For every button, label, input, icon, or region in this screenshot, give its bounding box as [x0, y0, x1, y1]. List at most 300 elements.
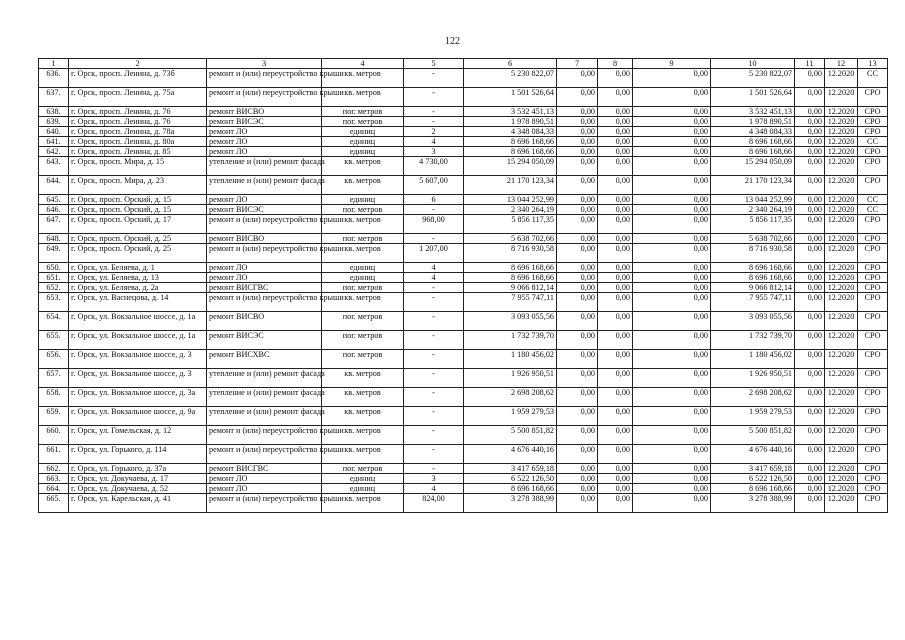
- owners-funds-cell: 8 696 168,66: [711, 263, 795, 273]
- other-funds-cell: 0,00: [795, 147, 825, 157]
- budget-cell: 0,00: [598, 88, 633, 107]
- address-cell: г. Орск, просп. Орский, д. 17: [69, 215, 207, 234]
- table-row: [39, 147, 888, 157]
- budget-cell: 0,00: [598, 273, 633, 283]
- address-cell: г. Орск, просп. Ленина, д. 76: [69, 117, 207, 127]
- fund-cell: 0,00: [557, 283, 598, 293]
- fund-cell: 0,00: [557, 127, 598, 137]
- row-number: 641.: [39, 137, 69, 147]
- quantity-cell: -: [404, 369, 464, 388]
- fund-cell: 0,00: [557, 494, 598, 513]
- total-cost-cell: 5 638 702,66: [464, 234, 557, 244]
- row-number: 636.: [39, 69, 69, 88]
- other-funds-cell: 0,00: [795, 407, 825, 426]
- deadline-cell: 12.2020: [825, 117, 858, 127]
- local-budget-cell: 0,00: [633, 234, 711, 244]
- table-row: [39, 117, 888, 127]
- work-type-cell: ремонт и (или) переустройство крыши: [207, 88, 322, 107]
- fund-cell: 0,00: [557, 426, 598, 445]
- table-row: [39, 312, 888, 331]
- page-number: 122: [445, 36, 460, 47]
- fund-cell: 0,00: [557, 388, 598, 407]
- row-number: 639.: [39, 117, 69, 127]
- quantity-cell: 824,00: [404, 494, 464, 513]
- row-number: 643.: [39, 157, 69, 176]
- owners-funds-cell: 1 501 526,64: [711, 88, 795, 107]
- method-cell: СРО: [858, 283, 888, 293]
- other-funds-cell: 0,00: [795, 426, 825, 445]
- deadline-cell: 12.2020: [825, 484, 858, 494]
- method-cell: СРО: [858, 350, 888, 369]
- row-number: 664.: [39, 484, 69, 494]
- work-type-cell: ремонт ЛО: [207, 127, 322, 137]
- total-cost-cell: 1 180 456,02: [464, 350, 557, 369]
- fund-cell: 0,00: [557, 137, 598, 147]
- deadline-cell: 12.2020: [825, 331, 858, 350]
- owners-funds-cell: 3 417 659,18: [711, 464, 795, 474]
- deadline-cell: 12.2020: [825, 494, 858, 513]
- fund-cell: 0,00: [557, 464, 598, 474]
- deadline-cell: 12.2020: [825, 263, 858, 273]
- table-row: [39, 69, 888, 88]
- fund-cell: 0,00: [557, 234, 598, 244]
- unit-cell: кв. метров: [322, 215, 404, 234]
- work-type-cell: ремонт ВИСЭС: [207, 205, 322, 215]
- deadline-cell: 12.2020: [825, 445, 858, 464]
- budget-cell: 0,00: [598, 494, 633, 513]
- method-cell: СРО: [858, 127, 888, 137]
- row-number: 660.: [39, 426, 69, 445]
- unit-cell: единиц: [322, 484, 404, 494]
- unit-cell: пог. метров: [322, 234, 404, 244]
- fund-cell: 0,00: [557, 273, 598, 283]
- other-funds-cell: 0,00: [795, 283, 825, 293]
- local-budget-cell: 0,00: [633, 283, 711, 293]
- local-budget-cell: 0,00: [633, 464, 711, 474]
- unit-cell: пог. метров: [322, 205, 404, 215]
- method-cell: СС: [858, 195, 888, 205]
- work-type-cell: ремонт ЛО: [207, 137, 322, 147]
- local-budget-cell: 0,00: [633, 117, 711, 127]
- method-cell: СРО: [858, 273, 888, 283]
- quantity-cell: 4 730,00: [404, 157, 464, 176]
- budget-cell: 0,00: [598, 312, 633, 331]
- work-type-cell: ремонт и (или) переустройство крыши: [207, 69, 322, 88]
- fund-cell: 0,00: [557, 369, 598, 388]
- address-cell: г. Орск, просп. Орский, д. 15: [69, 205, 207, 215]
- total-cost-cell: 8 696 168,66: [464, 147, 557, 157]
- other-funds-cell: 0,00: [795, 273, 825, 283]
- fund-cell: 0,00: [557, 107, 598, 117]
- quantity-cell: -: [404, 293, 464, 312]
- other-funds-cell: 0,00: [795, 157, 825, 176]
- local-budget-cell: 0,00: [633, 176, 711, 195]
- unit-cell: кв. метров: [322, 157, 404, 176]
- total-cost-cell: 1 978 890,51: [464, 117, 557, 127]
- owners-funds-cell: 2 698 208,62: [711, 388, 795, 407]
- unit-cell: пог. метров: [322, 117, 404, 127]
- table-row: [39, 293, 888, 312]
- fund-cell: 0,00: [557, 263, 598, 273]
- table-row: [39, 273, 888, 283]
- work-type-cell: ремонт ЛО: [207, 273, 322, 283]
- method-cell: СРО: [858, 107, 888, 117]
- other-funds-cell: 0,00: [795, 312, 825, 331]
- unit-cell: единиц: [322, 474, 404, 484]
- owners-funds-cell: 2 340 264,19: [711, 205, 795, 215]
- unit-cell: кв. метров: [322, 426, 404, 445]
- method-cell: СРО: [858, 215, 888, 234]
- unit-cell: пог. метров: [322, 464, 404, 474]
- quantity-cell: -: [404, 283, 464, 293]
- quantity-cell: -: [404, 464, 464, 474]
- other-funds-cell: 0,00: [795, 234, 825, 244]
- address-cell: г. Орск, ул. Вокзальное шоссе, д. 3а: [69, 388, 207, 407]
- budget-cell: 0,00: [598, 69, 633, 88]
- budget-cell: 0,00: [598, 127, 633, 137]
- quantity-cell: -: [404, 69, 464, 88]
- owners-funds-cell: 5 500 851,82: [711, 426, 795, 445]
- quantity-cell: -: [404, 350, 464, 369]
- method-cell: СС: [858, 137, 888, 147]
- other-funds-cell: 0,00: [795, 494, 825, 513]
- other-funds-cell: 0,00: [795, 69, 825, 88]
- column-header: 13: [858, 59, 888, 69]
- fund-cell: 0,00: [557, 215, 598, 234]
- total-cost-cell: 8 716 930,58: [464, 244, 557, 263]
- owners-funds-cell: 3 278 388,99: [711, 494, 795, 513]
- budget-cell: 0,00: [598, 244, 633, 263]
- budget-cell: 0,00: [598, 234, 633, 244]
- row-number: 663.: [39, 474, 69, 484]
- table-row: [39, 263, 888, 273]
- work-type-cell: ремонт ВИСЭС: [207, 331, 322, 350]
- address-cell: г. Орск, ул. Докучаева, д. 52: [69, 484, 207, 494]
- deadline-cell: 12.2020: [825, 176, 858, 195]
- row-number: 642.: [39, 147, 69, 157]
- other-funds-cell: 0,00: [795, 117, 825, 127]
- deadline-cell: 12.2020: [825, 273, 858, 283]
- row-number: 661.: [39, 445, 69, 464]
- total-cost-cell: 5 500 851,82: [464, 426, 557, 445]
- table-row: [39, 127, 888, 137]
- work-type-cell: ремонт и (или) переустройство крыши: [207, 445, 322, 464]
- total-cost-cell: 3 417 659,18: [464, 464, 557, 474]
- other-funds-cell: 0,00: [795, 244, 825, 263]
- local-budget-cell: 0,00: [633, 293, 711, 312]
- unit-cell: кв. метров: [322, 244, 404, 263]
- table-row: [39, 215, 888, 234]
- deadline-cell: 12.2020: [825, 369, 858, 388]
- total-cost-cell: 1 732 739,70: [464, 331, 557, 350]
- work-type-cell: ремонт и (или) переустройство крыши: [207, 293, 322, 312]
- deadline-cell: 12.2020: [825, 205, 858, 215]
- address-cell: г. Орск, ул. Беляева, д. 2а: [69, 283, 207, 293]
- fund-cell: 0,00: [557, 117, 598, 127]
- fund-cell: 0,00: [557, 147, 598, 157]
- total-cost-cell: 3 093 055,56: [464, 312, 557, 331]
- table-row: [39, 369, 888, 388]
- other-funds-cell: 0,00: [795, 195, 825, 205]
- deadline-cell: 12.2020: [825, 283, 858, 293]
- budget-cell: 0,00: [598, 137, 633, 147]
- work-type-cell: ремонт ВИСВО: [207, 312, 322, 331]
- method-cell: СС: [858, 69, 888, 88]
- address-cell: г. Орск, ул. Горького, д. 114: [69, 445, 207, 464]
- column-header: 3: [207, 59, 322, 69]
- row-number: 640.: [39, 127, 69, 137]
- local-budget-cell: 0,00: [633, 494, 711, 513]
- total-cost-cell: 13 044 252,99: [464, 195, 557, 205]
- local-budget-cell: 0,00: [633, 484, 711, 494]
- deadline-cell: 12.2020: [825, 157, 858, 176]
- local-budget-cell: 0,00: [633, 215, 711, 234]
- total-cost-cell: 4 348 084,33: [464, 127, 557, 137]
- budget-cell: 0,00: [598, 117, 633, 127]
- work-type-cell: ремонт ЛО: [207, 484, 322, 494]
- quantity-cell: 1 207,00: [404, 244, 464, 263]
- owners-funds-cell: 6 522 126,50: [711, 474, 795, 484]
- other-funds-cell: 0,00: [795, 464, 825, 474]
- owners-funds-cell: 5 230 822,07: [711, 69, 795, 88]
- method-cell: СРО: [858, 388, 888, 407]
- local-budget-cell: 0,00: [633, 244, 711, 263]
- column-header: 8: [598, 59, 633, 69]
- budget-cell: 0,00: [598, 350, 633, 369]
- address-cell: г. Орск, ул. Горького, д. 37а: [69, 464, 207, 474]
- owners-funds-cell: 1 180 456,02: [711, 350, 795, 369]
- work-type-cell: утепление и (или) ремонт фасада: [207, 388, 322, 407]
- quantity-cell: 2: [404, 127, 464, 137]
- work-type-cell: ремонт ВИСГВС: [207, 283, 322, 293]
- row-number: 654.: [39, 312, 69, 331]
- address-cell: г. Орск, ул. Вокзальное шоссе, д. 1а: [69, 331, 207, 350]
- unit-cell: кв. метров: [322, 369, 404, 388]
- address-cell: г. Орск, ул. Вокзальное шоссе, д. 9а: [69, 407, 207, 426]
- local-budget-cell: 0,00: [633, 69, 711, 88]
- quantity-cell: 4: [404, 137, 464, 147]
- row-number: 657.: [39, 369, 69, 388]
- budget-cell: 0,00: [598, 107, 633, 117]
- fund-cell: 0,00: [557, 312, 598, 331]
- local-budget-cell: 0,00: [633, 147, 711, 157]
- local-budget-cell: 0,00: [633, 350, 711, 369]
- row-number: 650.: [39, 263, 69, 273]
- work-type-cell: ремонт и (или) переустройство крыши: [207, 494, 322, 513]
- budget-cell: 0,00: [598, 283, 633, 293]
- row-number: 647.: [39, 215, 69, 234]
- column-header: 5: [404, 59, 464, 69]
- register-body: [39, 69, 888, 513]
- other-funds-cell: 0,00: [795, 484, 825, 494]
- fund-cell: 0,00: [557, 244, 598, 263]
- other-funds-cell: 0,00: [795, 205, 825, 215]
- quantity-cell: -: [404, 117, 464, 127]
- local-budget-cell: 0,00: [633, 445, 711, 464]
- address-cell: г. Орск, ул. Беляева, д. 13: [69, 273, 207, 283]
- column-header: 12: [825, 59, 858, 69]
- owners-funds-cell: 4 676 440,16: [711, 445, 795, 464]
- fund-cell: 0,00: [557, 176, 598, 195]
- total-cost-cell: 2 698 208,62: [464, 388, 557, 407]
- unit-cell: кв. метров: [322, 407, 404, 426]
- address-cell: г. Орск, просп. Орский, д. 25: [69, 234, 207, 244]
- table-row: [39, 484, 888, 494]
- work-type-cell: ремонт и (или) переустройство крыши: [207, 215, 322, 234]
- fund-cell: 0,00: [557, 331, 598, 350]
- table-row: [39, 388, 888, 407]
- table-row: [39, 283, 888, 293]
- other-funds-cell: 0,00: [795, 137, 825, 147]
- work-type-cell: ремонт и (или) переустройство крыши: [207, 244, 322, 263]
- budget-cell: 0,00: [598, 464, 633, 474]
- row-number: 655.: [39, 331, 69, 350]
- work-type-cell: ремонт ЛО: [207, 147, 322, 157]
- method-cell: СРО: [858, 147, 888, 157]
- other-funds-cell: 0,00: [795, 293, 825, 312]
- budget-cell: 0,00: [598, 176, 633, 195]
- total-cost-cell: 8 696 168,66: [464, 263, 557, 273]
- total-cost-cell: 3 278 388,99: [464, 494, 557, 513]
- owners-funds-cell: 5 638 702,66: [711, 234, 795, 244]
- budget-cell: 0,00: [598, 195, 633, 205]
- address-cell: г. Орск, просп. Орский, д. 25: [69, 244, 207, 263]
- total-cost-cell: 8 696 168,66: [464, 137, 557, 147]
- total-cost-cell: 7 955 747,11: [464, 293, 557, 312]
- work-type-cell: ремонт ВИСЭС: [207, 117, 322, 127]
- unit-cell: пог. метров: [322, 350, 404, 369]
- other-funds-cell: 0,00: [795, 369, 825, 388]
- table-row: [39, 445, 888, 464]
- local-budget-cell: 0,00: [633, 195, 711, 205]
- unit-cell: пог. метров: [322, 331, 404, 350]
- budget-cell: 0,00: [598, 263, 633, 273]
- unit-cell: пог. метров: [322, 283, 404, 293]
- deadline-cell: 12.2020: [825, 293, 858, 312]
- row-number: 637.: [39, 88, 69, 107]
- quantity-cell: 4: [404, 263, 464, 273]
- local-budget-cell: 0,00: [633, 407, 711, 426]
- row-number: 662.: [39, 464, 69, 474]
- local-budget-cell: 0,00: [633, 88, 711, 107]
- fund-cell: 0,00: [557, 69, 598, 88]
- owners-funds-cell: 15 294 050,09: [711, 157, 795, 176]
- unit-cell: единиц: [322, 195, 404, 205]
- other-funds-cell: 0,00: [795, 263, 825, 273]
- row-number: 638.: [39, 107, 69, 117]
- quantity-cell: 6: [404, 195, 464, 205]
- deadline-cell: 12.2020: [825, 88, 858, 107]
- work-type-cell: ремонт и (или) переустройство крыши: [207, 426, 322, 445]
- deadline-cell: 12.2020: [825, 107, 858, 117]
- deadline-cell: 12.2020: [825, 464, 858, 474]
- method-cell: СРО: [858, 157, 888, 176]
- deadline-cell: 12.2020: [825, 234, 858, 244]
- work-type-cell: ремонт ЛО: [207, 263, 322, 273]
- total-cost-cell: 1 501 526,64: [464, 88, 557, 107]
- owners-funds-cell: 3 532 451,13: [711, 107, 795, 117]
- quantity-cell: -: [404, 88, 464, 107]
- deadline-cell: 12.2020: [825, 147, 858, 157]
- deadline-cell: 12.2020: [825, 388, 858, 407]
- quantity-cell: -: [404, 426, 464, 445]
- total-cost-cell: 1 959 279,53: [464, 407, 557, 426]
- unit-cell: кв. метров: [322, 176, 404, 195]
- table-row: [39, 331, 888, 350]
- local-budget-cell: 0,00: [633, 331, 711, 350]
- address-cell: г. Орск, просп. Ленина, д. 76: [69, 107, 207, 117]
- budget-cell: 0,00: [598, 147, 633, 157]
- table-row: [39, 157, 888, 176]
- budget-cell: 0,00: [598, 215, 633, 234]
- address-cell: г. Орск, просп. Ленина, д. 85: [69, 147, 207, 157]
- table-row: [39, 407, 888, 426]
- unit-cell: пог. метров: [322, 107, 404, 117]
- address-cell: г. Орск, просп. Мира, д. 23: [69, 176, 207, 195]
- fund-cell: 0,00: [557, 195, 598, 205]
- fund-cell: 0,00: [557, 157, 598, 176]
- row-number: 645.: [39, 195, 69, 205]
- budget-cell: 0,00: [598, 157, 633, 176]
- deadline-cell: 12.2020: [825, 215, 858, 234]
- owners-funds-cell: 8 696 168,66: [711, 137, 795, 147]
- work-type-cell: ремонт ВИСВО: [207, 234, 322, 244]
- work-type-cell: ремонт ЛО: [207, 474, 322, 484]
- total-cost-cell: 21 170 123,34: [464, 176, 557, 195]
- work-type-cell: ремонт ЛО: [207, 195, 322, 205]
- column-header: 1: [39, 59, 69, 69]
- method-cell: СРО: [858, 464, 888, 474]
- total-cost-cell: 5 856 117,35: [464, 215, 557, 234]
- table-row: [39, 107, 888, 117]
- total-cost-cell: 4 676 440,16: [464, 445, 557, 464]
- owners-funds-cell: 8 696 168,66: [711, 147, 795, 157]
- quantity-cell: -: [404, 407, 464, 426]
- deadline-cell: 12.2020: [825, 474, 858, 484]
- table-row: [39, 176, 888, 195]
- method-cell: СРО: [858, 407, 888, 426]
- row-number: 653.: [39, 293, 69, 312]
- other-funds-cell: 0,00: [795, 88, 825, 107]
- local-budget-cell: 0,00: [633, 205, 711, 215]
- owners-funds-cell: 21 170 123,34: [711, 176, 795, 195]
- other-funds-cell: 0,00: [795, 331, 825, 350]
- owners-funds-cell: 13 044 252,99: [711, 195, 795, 205]
- fund-cell: 0,00: [557, 407, 598, 426]
- work-type-cell: утепление и (или) ремонт фасада: [207, 407, 322, 426]
- row-number: 651.: [39, 273, 69, 283]
- table-row: [39, 137, 888, 147]
- budget-cell: 0,00: [598, 388, 633, 407]
- other-funds-cell: 0,00: [795, 474, 825, 484]
- table-row: [39, 244, 888, 263]
- address-cell: г. Орск, ул. Карельская, д. 41: [69, 494, 207, 513]
- table-row: [39, 494, 888, 513]
- address-cell: г. Орск, просп. Ленина, д. 75а: [69, 88, 207, 107]
- quantity-cell: -: [404, 312, 464, 331]
- total-cost-cell: 15 294 050,09: [464, 157, 557, 176]
- unit-cell: кв. метров: [322, 494, 404, 513]
- deadline-cell: 12.2020: [825, 137, 858, 147]
- column-header: 9: [633, 59, 711, 69]
- address-cell: г. Орск, ул. Васнецова, д. 14: [69, 293, 207, 312]
- local-budget-cell: 0,00: [633, 107, 711, 117]
- local-budget-cell: 0,00: [633, 388, 711, 407]
- method-cell: СРО: [858, 176, 888, 195]
- unit-cell: единиц: [322, 127, 404, 137]
- local-budget-cell: 0,00: [633, 157, 711, 176]
- total-cost-cell: 5 230 822,07: [464, 69, 557, 88]
